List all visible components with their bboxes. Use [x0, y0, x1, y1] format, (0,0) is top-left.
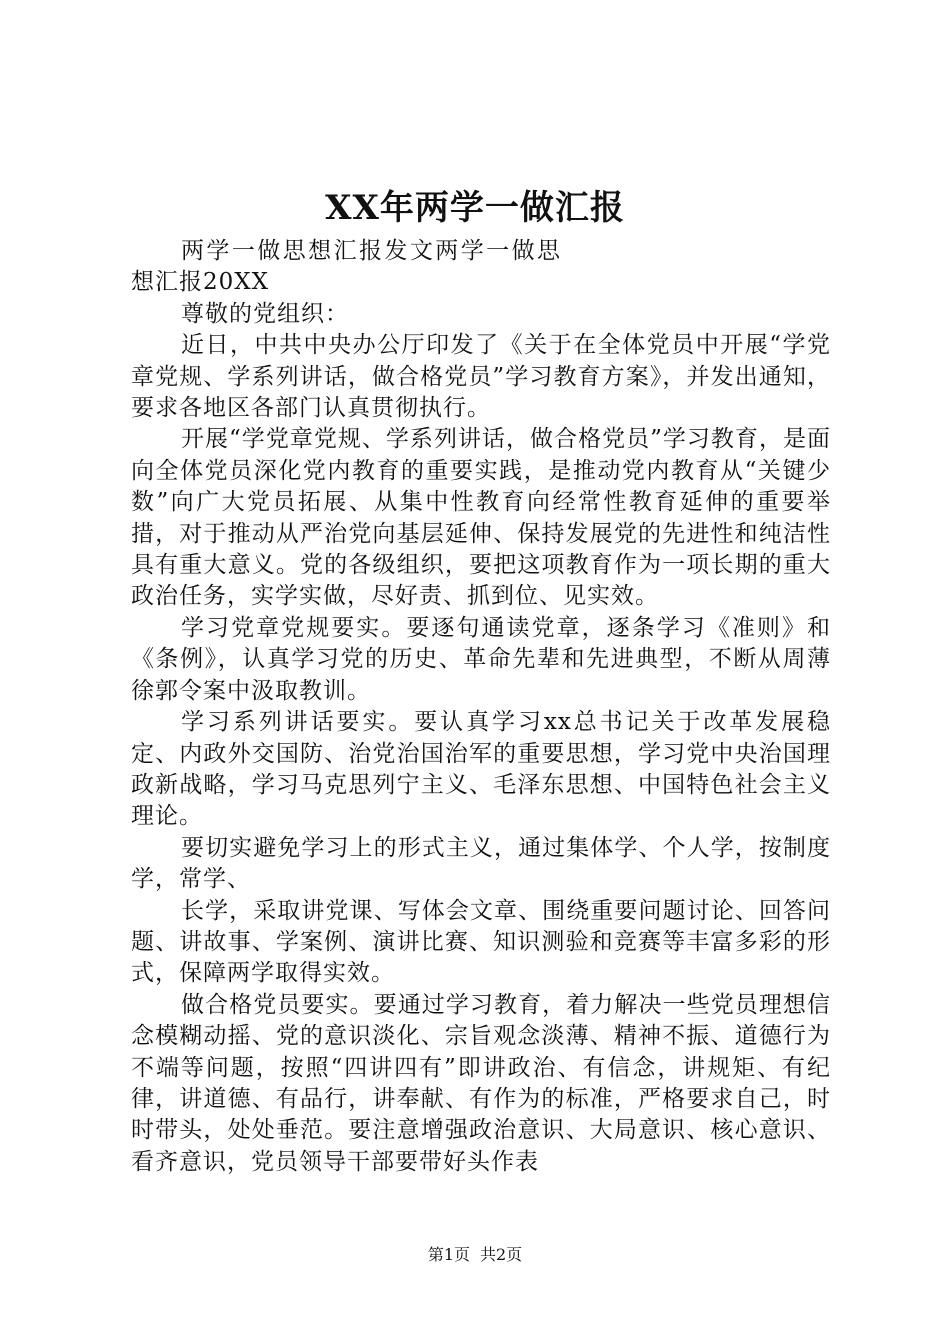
document-body [131, 236, 831, 1178]
paragraph-subtitle: 两学一做思想汇报发文两学一做思想汇报20XX [131, 238, 561, 296]
page-number-current: 第1页 [427, 1245, 470, 1264]
page-number-total: 共2页 [480, 1245, 523, 1264]
page-footer [0, 1243, 950, 1267]
paragraph: 近日，中共中央办公厅印发了《关于在全体党员中开展“学党章党规、学系列讲话，做合格党员”学习教育方案》，并发出通知，要求各地区各部门认真贯彻执行。 [131, 332, 831, 422]
paragraph: 做合格党员要实。要通过学习教育，着力解决一些党员理想信念模糊动摇、党的意识淡化、宗旨观念淡薄、精神不振、道德行为不端等问题，按照“四讲四有”即讲政治、有信念，讲规矩、有纪律，讲道德、有品行，讲奉献、有作为的标准，严格要求自己，时时带头，处处垂范。要注意增强政治意识、大局意识、核心意识、看齐意识，党员领导干部要带好头作表 [131, 991, 831, 1175]
document-title: XX年两学一做汇报 [325, 188, 625, 228]
paragraph: 要切实避免学习上的形式主义，通过集体学、个人学，按制度学，常学、 [131, 834, 831, 893]
paragraph-salutation: 尊敬的党组织： [181, 300, 349, 327]
paragraph: 长学，采取讲党课、写体会文章、围绕重要问题讨论、回答问题、讲故事、学案例、演讲比赛、知识测验和竞赛等丰富多彩的形式，保障两学取得实效。 [131, 897, 831, 987]
paragraph: 学习系列讲话要实。要认真学习xx总书记关于改革发展稳定、内政外交国防、治党治国治军的重要思想，学习党中央治国理政新战略，学习马克思列宁主义、毛泽东思想、中国特色社会主义理论。 [131, 709, 831, 830]
paragraph: 开展“学党章党规、学系列讲话，做合格党员”学习教育，是面向全体党员深化党内教育的重要实践，是推动党内教育从“关键少数”向广大党员拓展、从集中性教育向经常性教育延伸的重要举措，对于推动从严治党向基层延伸、保持发展党的先进性和纯洁性具有重大意义。党的各级组织，要把这项教育作为一项长期的重大政治任务，实学实做，尽好责、抓到位、见实效。 [131, 426, 831, 610]
paragraph: 学习党章党规要实。要逐句通读党章，逐条学习《准则》和《条例》，认真学习党的历史、革命先辈和先进典型，不断从周薄徐郭令案中汲取教训。 [131, 614, 831, 704]
